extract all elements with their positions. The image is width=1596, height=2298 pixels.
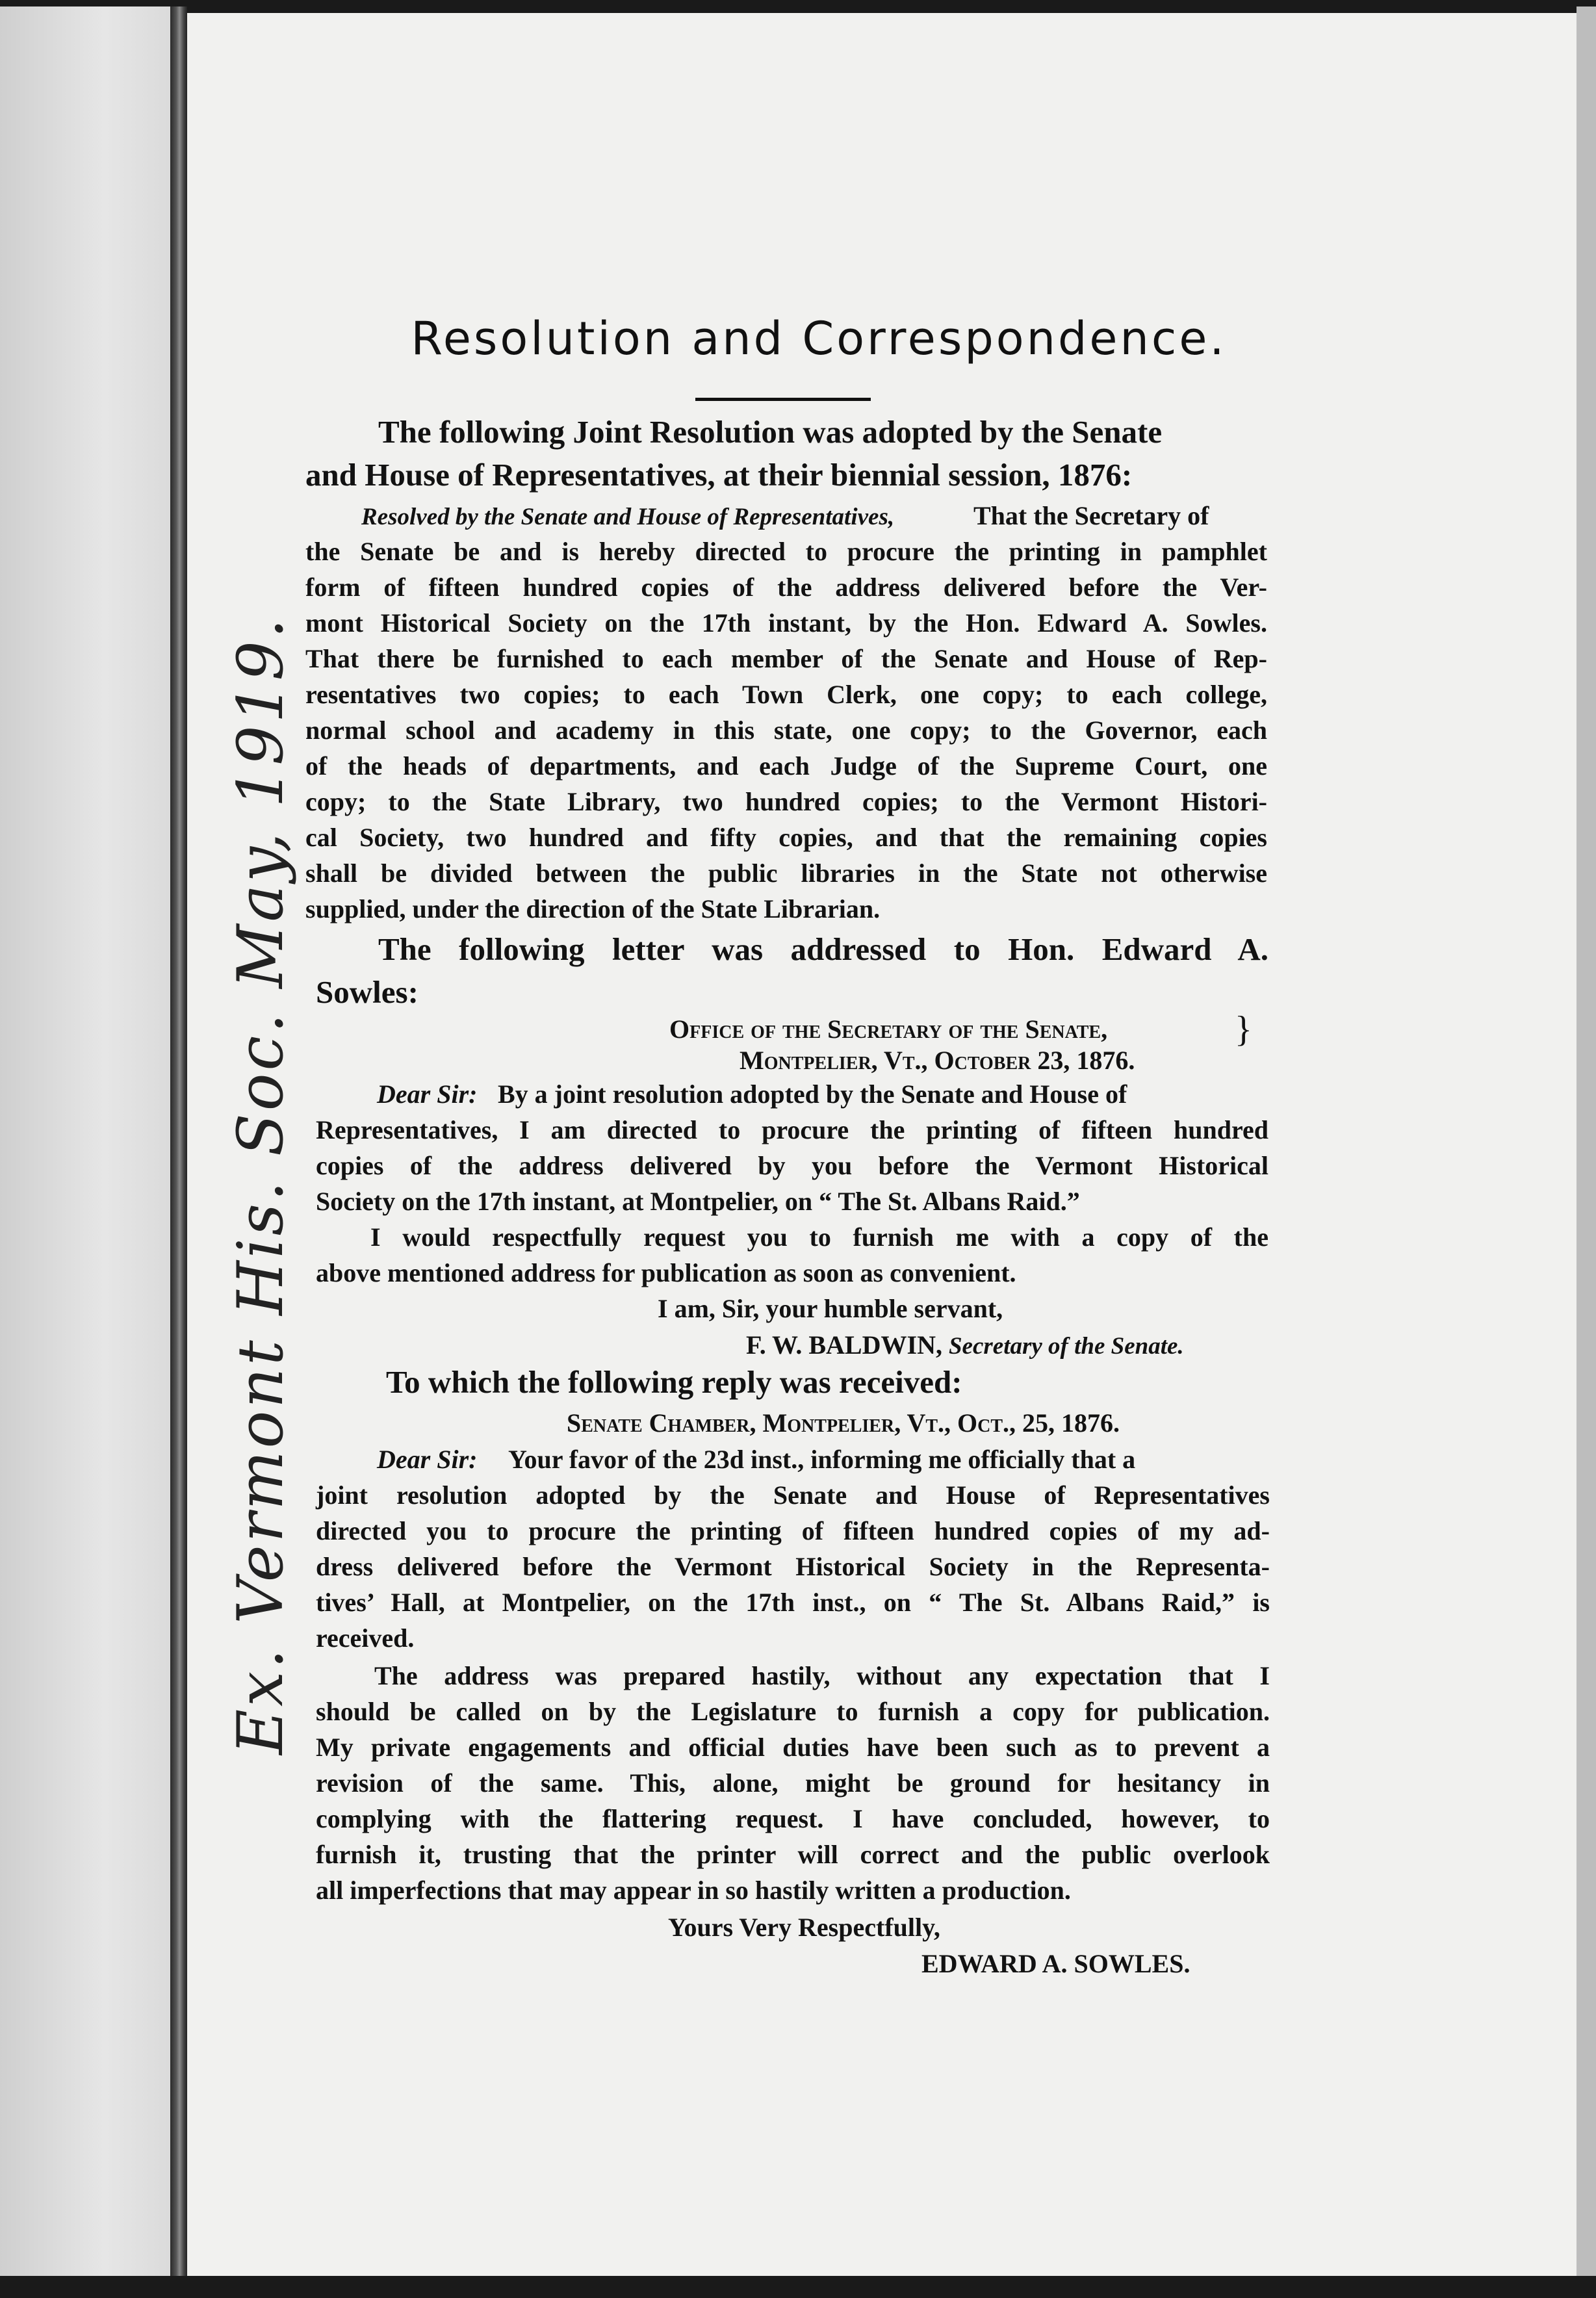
title-divider <box>695 398 871 401</box>
resolution-line: shall be divided between the public libraries in the State not otherwise <box>305 859 1267 888</box>
letter2-heading: Senate Chamber, Montpelier, Vt., Oct., 25, 1876. <box>567 1408 1120 1438</box>
letter2-line: received. <box>316 1623 415 1653</box>
page-title: Resolution and Correspondence. <box>411 312 1227 365</box>
letter2-para2-line: The address was prepared hastily, without any expectation that I <box>374 1661 1270 1690</box>
reply-intro: To which the following reply was received: <box>386 1364 962 1400</box>
resolution-line: That there be furnished to each member of the Senate and House of Rep- <box>305 644 1267 673</box>
resolution-line: copy; to the State Library, two hundred copies; to the Vermont Histori- <box>305 787 1267 816</box>
book-gutter <box>170 6 187 2281</box>
letter-intro-line: The following letter was addressed to Hon. Edward A. <box>378 931 1268 967</box>
letter1-line: Representatives, I am directed to procure the printing of fifteen hundred <box>316 1115 1268 1144</box>
scan-top-edge <box>0 0 1596 14</box>
letter2-line: Your favor of the 23d inst., informing me officially that a <box>508 1445 1136 1474</box>
resolution-lead <box>361 500 894 531</box>
letter1-line: copies of the address delivered by you before the Vermont Historical <box>316 1151 1268 1180</box>
intro-line: and House of Representatives, at their biennial session, 1876: <box>305 457 1133 493</box>
letter1-line: I would respectfully request you to furnish me with a copy of the <box>370 1222 1268 1252</box>
letter2-line: joint resolution adopted by the Senate and House of Representatives <box>316 1480 1270 1510</box>
letter2-salutation: Dear Sir: <box>377 1445 478 1474</box>
resolution-line: cal Society, two hundred and fifty copies, and that the remaining copies <box>305 823 1267 852</box>
handwritten-margin-note: Ex. Vermont His. Soc. May, 1919. <box>224 615 297 1755</box>
heading-brace: } <box>1235 1009 1252 1050</box>
letter2-line: directed you to procure the printing of fifteen hundred copies of my ad- <box>316 1516 1270 1545</box>
resolution-line: the Senate be and is hereby directed to procure the printing in pamphlet <box>305 537 1267 566</box>
letter2-para2-line: revision of the same. This, alone, might be ground for hesitancy in <box>316 1768 1270 1798</box>
letter1-signature-name: F. W. BALDWIN, <box>746 1330 942 1360</box>
resolution-line: That the Secretary of <box>973 501 1209 530</box>
resolution-line: form of fifteen hundred copies of the address delivered before the Ver- <box>305 573 1267 602</box>
letter1-heading-line: Montpelier, Vt., October 23, 1876. <box>740 1046 1135 1075</box>
resolution-line: normal school and academy in this state, one copy; to the Governor, each <box>305 716 1267 745</box>
resolution-line: supplied, under the direction of the State Librarian. <box>305 894 881 923</box>
letter2-signature: EDWARD A. SOWLES. <box>921 1949 1191 1978</box>
letter2-para2-line: My private engagements and official duties have been such as to prevent a <box>316 1733 1270 1762</box>
letter1-line: By a joint resolution adopted by the Senate and House of <box>498 1079 1127 1109</box>
letter1-salutation: Dear Sir: <box>377 1079 478 1109</box>
letter2-line: tives’ Hall, at Montpelier, on the 17th inst., on “ The St. Albans Raid,” is <box>316 1588 1270 1617</box>
letter2-para2-line: should be called on by the Legislature to furnish a copy for publication. <box>316 1697 1270 1726</box>
left-page-leaf <box>0 6 174 2281</box>
letter1-line: above mentioned address for publication as soon as convenient. <box>316 1258 1016 1287</box>
letter-intro-line: Sowles: <box>316 974 418 1010</box>
letter2-para2-line: furnish it, trusting that the printer will correct and the public overlook <box>316 1840 1270 1869</box>
resolution-line: mont Historical Society on the 17th instant, by the Hon. Edward A. Sowles. <box>305 608 1267 638</box>
letter2-para2-line: complying with the flattering request. I have concluded, however, to <box>316 1804 1270 1833</box>
resolution-lead-italic: Resolved by the Senate and House of Representatives, <box>361 504 895 530</box>
resolution-line: resentatives two copies; to each Town Clerk, one copy; to each college, <box>305 680 1267 709</box>
letter2-line: dress delivered before the Vermont Historical Society in the Representa- <box>316 1552 1270 1581</box>
letter1-line: Society on the 17th instant, at Montpelier, on “ The St. Albans Raid.” <box>316 1187 1080 1216</box>
scan-right-edge <box>1577 6 1596 2281</box>
letter2-closing: Yours Very Respectfully, <box>668 1913 940 1942</box>
letter1-signature <box>746 1330 1184 1360</box>
resolution-line: of the heads of departments, and each Judge of the Supreme Court, one <box>305 751 1267 781</box>
letter1-heading-line: Office of the Secretary of the Senate, <box>669 1014 1108 1044</box>
intro-line: The following Joint Resolution was adopted by the Senate <box>378 414 1163 450</box>
letter2-para2-line: all imperfections that may appear in so hastily written a production. <box>316 1876 1071 1905</box>
scan-bottom-edge <box>0 2276 1596 2298</box>
letter1-signature-title: Secretary of the Senate. <box>948 1333 1184 1360</box>
letter1-closing: I am, Sir, your humble servant, <box>658 1294 1003 1323</box>
